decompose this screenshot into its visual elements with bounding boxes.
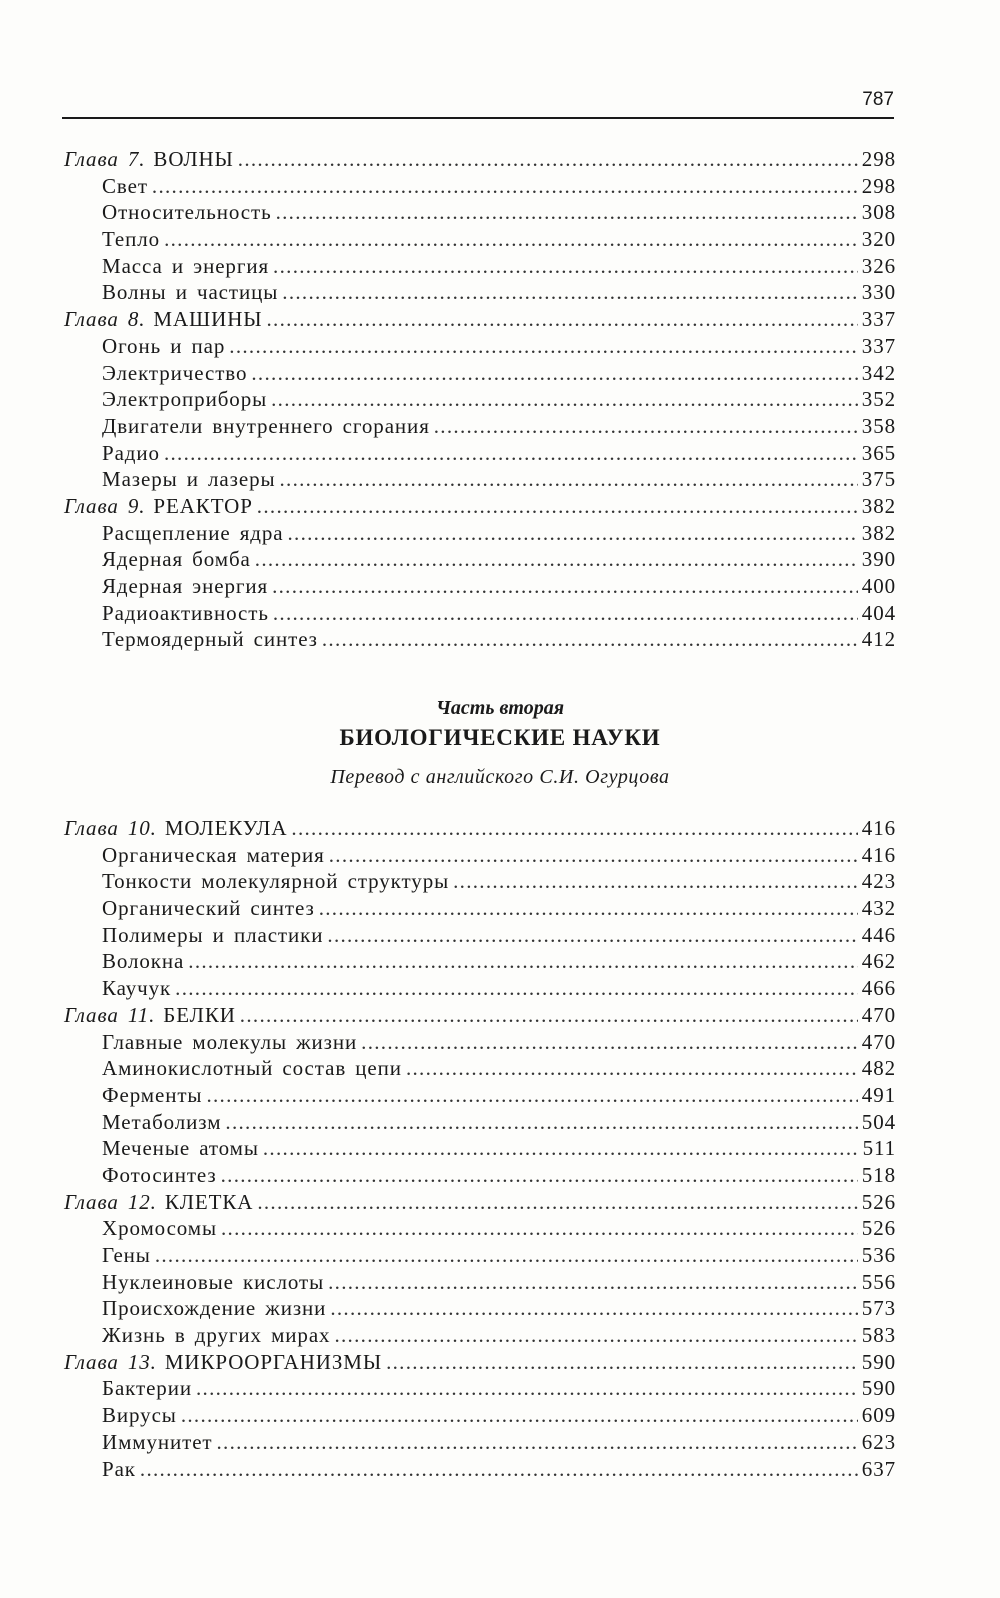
page-number: 787 [862, 89, 894, 110]
toc-section-row [64, 279, 896, 306]
section-title: Происхождение жизни [102, 1296, 327, 1321]
page-ref: 400 [861, 574, 896, 598]
dot-leader [217, 1429, 858, 1456]
section-title: Тепло [102, 227, 161, 252]
section-title: Органический синтез [102, 896, 315, 921]
toc-chapter-row [64, 815, 896, 842]
toc-section-row [64, 868, 896, 895]
page-ref: 337 [861, 333, 896, 358]
dot-leader [334, 1322, 857, 1349]
toc-section-row [64, 440, 896, 467]
dot-leader [328, 1269, 858, 1296]
section-title: Каучук [102, 976, 172, 1001]
page-ref: 609 [861, 1403, 896, 1428]
dot-leader [273, 253, 858, 280]
dot-leader [188, 948, 858, 975]
section-title: Волокна [102, 949, 185, 974]
toc-section-row [64, 520, 896, 547]
page-ref: 623 [861, 1429, 896, 1454]
page-ref: 382 [861, 520, 896, 545]
toc-section-row [64, 1375, 896, 1402]
toc-section-row [64, 1135, 896, 1162]
toc-section-row [64, 226, 896, 253]
chapter-label: Глава 10. [64, 816, 157, 840]
section-title: Электроприборы [102, 387, 268, 412]
page-ref: 470 [861, 1002, 896, 1027]
section-title: Ферменты [102, 1082, 203, 1107]
toc-section-row [64, 333, 896, 360]
section-title: Электричество [102, 360, 248, 385]
chapter-label: Глава 12. [64, 1189, 157, 1214]
section-title: Меченые атомы [102, 1136, 259, 1161]
dot-leader [453, 868, 858, 895]
dot-leader [221, 1162, 858, 1189]
dot-leader [322, 626, 858, 653]
toc-section-row [64, 1029, 896, 1056]
dot-leader [229, 333, 858, 360]
dot-leader [140, 1456, 858, 1483]
dot-leader [251, 360, 857, 387]
dot-leader [282, 279, 858, 306]
toc-section-row [64, 895, 896, 922]
section-title: Метаболизм [102, 1109, 222, 1134]
page-ref: 583 [861, 1323, 896, 1348]
dot-leader [164, 226, 858, 253]
dot-leader [175, 975, 858, 1002]
toc-section-row [64, 922, 896, 949]
toc-part-one [64, 146, 896, 653]
page-ref: 590 [861, 1376, 896, 1401]
toc-section-row [64, 1269, 896, 1296]
toc-section-row [64, 1402, 896, 1429]
page-ref: 536 [861, 1243, 896, 1267]
chapter-label: Глава 9. [64, 493, 146, 518]
page-ref: 365 [861, 440, 896, 465]
section-title: Органическая материя [102, 842, 325, 867]
section-title: Рак [102, 1456, 136, 1481]
page-ref: 590 [861, 1349, 896, 1374]
section-title: Главные молекулы жизни [102, 1029, 358, 1054]
page-ref: 404 [861, 600, 896, 625]
section-title: Нуклеиновые кислоты [102, 1269, 325, 1294]
toc-section-row [64, 466, 896, 493]
toc-section-row [64, 1162, 896, 1189]
chapter-title: МОЛЕКУЛА [164, 816, 288, 840]
toc-section-row [64, 948, 896, 975]
chapter-title: МАШИНЫ [153, 307, 263, 332]
toc-section-row [64, 199, 896, 226]
page-ref: 412 [861, 627, 896, 652]
toc-section-row [64, 1055, 896, 1082]
page-ref: 416 [861, 842, 896, 867]
page-ref: 432 [861, 896, 896, 921]
toc-section-row [64, 173, 896, 200]
page-ref: 526 [861, 1189, 896, 1214]
dot-leader [255, 546, 858, 573]
toc-chapter-row [64, 1349, 896, 1376]
page-ref: 320 [861, 227, 896, 252]
header-rule [62, 117, 894, 119]
toc-part-two [64, 815, 896, 1482]
toc-section-row [64, 1295, 896, 1322]
section-title: Фотосинтез [102, 1162, 217, 1187]
page-ref: 375 [861, 467, 896, 492]
page-ref: 637 [861, 1456, 896, 1481]
dot-leader [257, 1189, 857, 1216]
toc-section-row [64, 1322, 896, 1349]
toc-section-row [64, 1456, 896, 1483]
dot-leader [238, 146, 858, 173]
toc-section-row [64, 842, 896, 869]
page-ref: 446 [861, 922, 896, 947]
section-title: Жизнь в других мирах [102, 1323, 331, 1348]
toc-section-row [64, 1082, 896, 1109]
part-two-label: Часть вторая [435, 697, 565, 719]
section-title: Полимеры и пластики [102, 922, 324, 947]
dot-leader [155, 1242, 858, 1269]
section-title: Радиоактивность [102, 600, 269, 625]
dot-leader [319, 895, 858, 922]
section-title: Гены [102, 1243, 151, 1267]
section-title: Двигатели внутреннего сгорания [102, 413, 430, 438]
section-title: Термоядерный синтез [102, 627, 318, 652]
section-title: Свет [102, 173, 148, 198]
dot-leader [291, 815, 857, 842]
page-ref: 482 [861, 1056, 896, 1081]
section-title: Относительность [102, 200, 272, 225]
page-ref: 342 [861, 360, 896, 385]
page-ref: 511 [862, 1136, 896, 1161]
page-ref: 462 [861, 949, 896, 974]
toc-section-row [64, 600, 896, 627]
dot-leader [240, 1002, 858, 1029]
page-ref: 330 [861, 280, 896, 305]
dot-leader [181, 1402, 858, 1429]
dot-leader [330, 1295, 857, 1322]
page-ref: 518 [861, 1162, 896, 1187]
page-ref: 491 [861, 1082, 896, 1107]
toc-chapter-row [64, 146, 896, 173]
page-ref: 470 [861, 1029, 896, 1054]
page-ref: 423 [861, 869, 896, 894]
page-ref: 308 [861, 200, 896, 225]
dot-leader [225, 1109, 857, 1136]
section-title: Мазеры и лазеры [102, 467, 276, 492]
dot-leader [271, 386, 858, 413]
dot-leader [196, 1375, 858, 1402]
page-ref: 326 [861, 253, 896, 278]
section-title: Масса и энергия [102, 253, 270, 278]
chapter-label: Глава 11. [64, 1002, 156, 1027]
chapter-label: Глава 13. [64, 1349, 157, 1374]
part-two-title: БИОЛОГИЧЕСКИЕ НАУКИ [339, 725, 661, 750]
page-ref: 337 [861, 307, 896, 332]
chapter-title: БЕЛКИ [163, 1002, 236, 1027]
chapter-title: КЛЕТКА [164, 1189, 254, 1214]
chapter-title: МИКРООРГАНИЗМЫ [164, 1349, 383, 1374]
section-title: Иммунитет [102, 1429, 213, 1454]
section-title: Тонкости молекулярной структуры [102, 869, 450, 894]
dot-leader [434, 413, 858, 440]
section-title: Огонь и пар [102, 333, 226, 358]
toc-section-row [64, 1109, 896, 1136]
chapter-label: Глава 8. [64, 307, 146, 332]
toc-chapter-row [64, 493, 896, 520]
section-title: Ядерная энергия [102, 574, 269, 598]
page-ref: 390 [861, 547, 896, 572]
toc-section-row [64, 573, 896, 600]
chapter-title: РЕАКТОР [153, 493, 253, 518]
toc-section-row [64, 253, 896, 280]
toc-section-row [64, 1215, 896, 1242]
toc-section-row [64, 626, 896, 653]
toc-chapter-row [64, 1189, 896, 1216]
dot-leader [361, 1029, 858, 1056]
toc-section-row [64, 360, 896, 387]
section-title: Ядерная бомба [102, 547, 251, 572]
dot-leader [152, 173, 858, 200]
translator-credit: Перевод с английского С.И. Огурцова [330, 766, 670, 788]
chapter-title: ВОЛНЫ [153, 147, 234, 171]
toc-section-row [64, 546, 896, 573]
dot-leader [263, 1135, 859, 1162]
toc-chapter-row [64, 1002, 896, 1029]
section-title: Вирусы [102, 1403, 177, 1428]
dot-leader [276, 199, 858, 226]
page-ref: 358 [861, 413, 896, 438]
dot-leader [406, 1055, 858, 1082]
page-ref: 298 [861, 173, 896, 198]
dot-leader [206, 1082, 857, 1109]
section-title: Бактерии [102, 1376, 192, 1401]
dot-leader [327, 922, 857, 949]
section-title: Аминокислотный состав цепи [102, 1056, 402, 1081]
dot-leader [272, 573, 858, 600]
toc-chapter-row [64, 306, 896, 333]
section-title: Радио [102, 440, 160, 465]
dot-leader [287, 520, 857, 547]
page-ref: 352 [861, 387, 896, 412]
dot-leader [279, 466, 857, 493]
section-title: Волны и частицы [102, 280, 279, 305]
dot-leader [273, 600, 858, 627]
toc-section-row [64, 1242, 896, 1269]
page-ref: 504 [861, 1109, 896, 1134]
dot-leader [267, 306, 858, 333]
page-ref: 526 [861, 1216, 896, 1241]
page-ref: 416 [861, 816, 896, 840]
page-ref: 298 [861, 147, 896, 171]
page-ref: 466 [861, 976, 896, 1001]
dot-leader [164, 440, 858, 467]
dot-leader [221, 1215, 858, 1242]
chapter-label: Глава 7. [64, 147, 146, 171]
toc-section-row [64, 1429, 896, 1456]
dot-leader [386, 1349, 858, 1376]
page-ref: 556 [861, 1269, 896, 1294]
page-ref: 573 [861, 1296, 896, 1321]
dot-leader [257, 493, 858, 520]
dot-leader [329, 842, 858, 869]
toc-section-row [64, 413, 896, 440]
toc-section-row [64, 386, 896, 413]
toc-section-row [64, 975, 896, 1002]
page-ref: 382 [861, 493, 896, 518]
section-title: Хромосомы [102, 1216, 217, 1241]
section-title: Расщепление ядра [102, 520, 284, 545]
